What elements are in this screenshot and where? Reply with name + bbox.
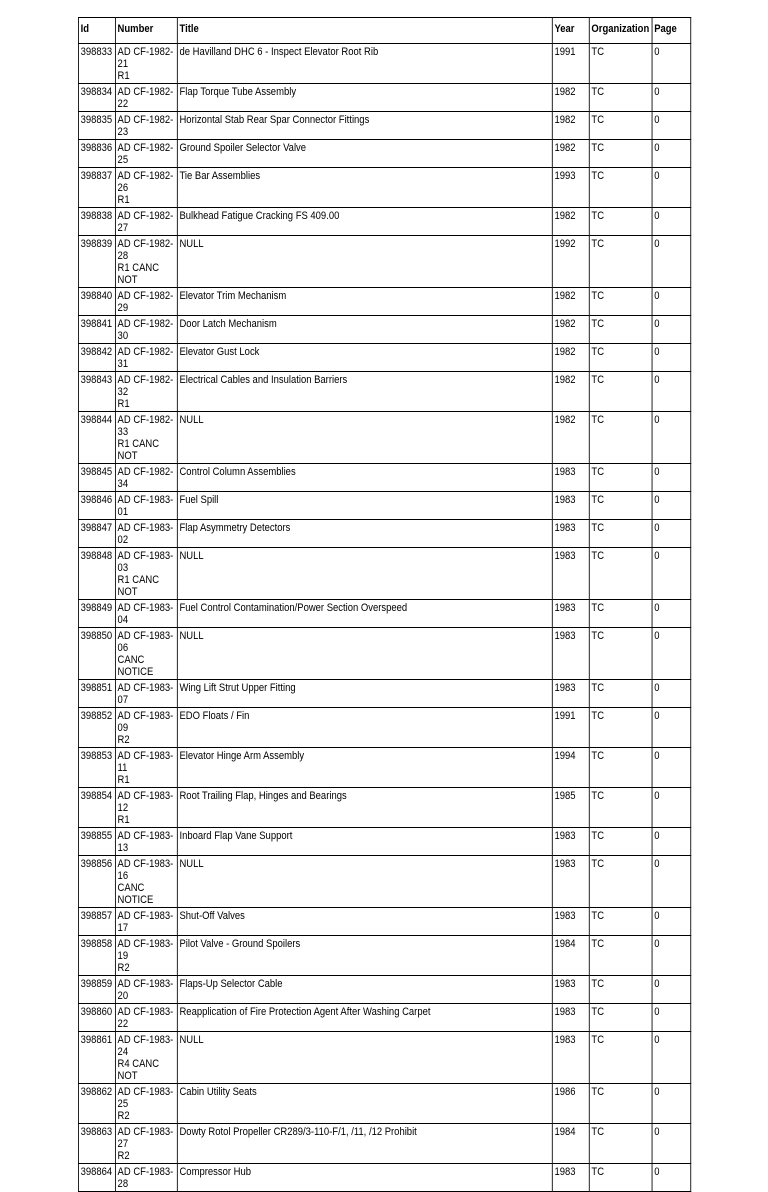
cell-number: AD CF-1982-27 — [115, 208, 177, 236]
cell-organization: TC — [589, 828, 652, 856]
cell-number: AD CF-1983-27 R2 — [115, 1124, 177, 1164]
cell-title: Inboard Flap Vane Support — [177, 828, 552, 856]
header-row — [78, 18, 690, 44]
table-row — [78, 112, 690, 140]
cell-year: 1983 — [552, 908, 589, 936]
table-row — [78, 548, 690, 600]
cell-id: 398833 — [78, 44, 115, 84]
cell-organization: TC — [589, 708, 652, 748]
cell-title: NULL — [177, 1032, 552, 1084]
cell-page: 0 — [652, 44, 691, 84]
cell-page: 0 — [652, 1032, 691, 1084]
cell-id: 398854 — [78, 788, 115, 828]
cell-id: 398850 — [78, 628, 115, 680]
cell-year: 1986 — [552, 1084, 589, 1124]
cell-year: 1991 — [552, 708, 589, 748]
cell-number: AD CF-1983-03 R1 CANC NOT — [115, 548, 177, 600]
cell-id: 398836 — [78, 140, 115, 168]
table-row — [78, 908, 690, 936]
cell-number: AD CF-1982-31 — [115, 344, 177, 372]
cell-organization: TC — [589, 936, 652, 976]
cell-number: AD CF-1983-20 — [115, 976, 177, 1004]
cell-year: 1982 — [552, 112, 589, 140]
table-row — [78, 936, 690, 976]
table-row — [78, 1004, 690, 1032]
cell-organization: TC — [589, 600, 652, 628]
cell-year: 1993 — [552, 168, 589, 208]
cell-title: Control Column Assemblies — [177, 464, 552, 492]
cell-year: 1984 — [552, 936, 589, 976]
cell-title: Flap Torque Tube Assembly — [177, 84, 552, 112]
cell-page: 0 — [652, 680, 691, 708]
cell-year: 1983 — [552, 680, 589, 708]
cell-page: 0 — [652, 492, 691, 520]
table-header — [78, 18, 690, 44]
cell-number: AD CF-1982-34 — [115, 464, 177, 492]
cell-number: AD CF-1982-25 — [115, 140, 177, 168]
cell-organization: TC — [589, 288, 652, 316]
table-row — [78, 520, 690, 548]
cell-id: 398852 — [78, 708, 115, 748]
table-row — [78, 140, 690, 168]
cell-title: NULL — [177, 548, 552, 600]
cell-title: NULL — [177, 236, 552, 288]
cell-title: Tie Bar Assemblies — [177, 168, 552, 208]
table-row — [78, 1032, 690, 1084]
cell-year: 1982 — [552, 140, 589, 168]
cell-number: AD CF-1983-25 R2 — [115, 1084, 177, 1124]
cell-year: 1983 — [552, 1004, 589, 1032]
cell-number: AD CF-1982-32 R1 — [115, 372, 177, 412]
table-row — [78, 208, 690, 236]
cell-id: 398858 — [78, 936, 115, 976]
cell-id: 398845 — [78, 464, 115, 492]
table-row — [78, 1124, 690, 1164]
cell-id: 398853 — [78, 748, 115, 788]
cell-organization: TC — [589, 492, 652, 520]
cell-organization: TC — [589, 520, 652, 548]
cell-page: 0 — [652, 1164, 691, 1192]
cell-page: 0 — [652, 1124, 691, 1164]
cell-organization: TC — [589, 856, 652, 908]
cell-page: 0 — [652, 708, 691, 748]
table-body — [78, 44, 690, 1192]
cell-number: AD CF-1983-16 CANC NOTICE — [115, 856, 177, 908]
column-header-page: Page — [652, 18, 691, 44]
table-row — [78, 168, 690, 208]
cell-organization: TC — [589, 372, 652, 412]
cell-id: 398842 — [78, 344, 115, 372]
cell-year: 1983 — [552, 520, 589, 548]
table-row — [78, 44, 690, 84]
cell-id: 398848 — [78, 548, 115, 600]
cell-number: AD CF-1983-13 — [115, 828, 177, 856]
cell-number: AD CF-1982-21 R1 — [115, 44, 177, 84]
cell-title: Flap Asymmetry Detectors — [177, 520, 552, 548]
cell-id: 398835 — [78, 112, 115, 140]
cell-page: 0 — [652, 372, 691, 412]
table-row — [78, 412, 690, 464]
cell-id: 398856 — [78, 856, 115, 908]
table-row — [78, 372, 690, 412]
cell-number: AD CF-1982-30 — [115, 316, 177, 344]
cell-title: de Havilland DHC 6 - Inspect Elevator Root Rib — [177, 44, 552, 84]
cell-organization: TC — [589, 788, 652, 828]
cell-id: 398839 — [78, 236, 115, 288]
cell-year: 1982 — [552, 344, 589, 372]
directives-table — [78, 17, 691, 1192]
table-row — [78, 1164, 690, 1192]
cell-title: Dowty Rotol Propeller CR289/3-110-F/1, /11, /12 Prohibit — [177, 1124, 552, 1164]
cell-id: 398860 — [78, 1004, 115, 1032]
cell-page: 0 — [652, 936, 691, 976]
cell-id: 398849 — [78, 600, 115, 628]
cell-year: 1982 — [552, 372, 589, 412]
cell-page: 0 — [652, 788, 691, 828]
cell-organization: TC — [589, 44, 652, 84]
cell-organization: TC — [589, 412, 652, 464]
cell-organization: TC — [589, 908, 652, 936]
cell-organization: TC — [589, 84, 652, 112]
cell-year: 1983 — [552, 856, 589, 908]
table-row — [78, 316, 690, 344]
cell-number: AD CF-1982-23 — [115, 112, 177, 140]
cell-title: Compressor Hub — [177, 1164, 552, 1192]
cell-id: 398841 — [78, 316, 115, 344]
column-header-id: Id — [78, 18, 115, 44]
cell-page: 0 — [652, 464, 691, 492]
cell-year: 1984 — [552, 1124, 589, 1164]
table-row — [78, 464, 690, 492]
cell-number: AD CF-1982-33 R1 CANC NOT — [115, 412, 177, 464]
cell-id: 398851 — [78, 680, 115, 708]
cell-title: Cabin Utility Seats — [177, 1084, 552, 1124]
cell-title: Horizontal Stab Rear Spar Connector Fittings — [177, 112, 552, 140]
table-row — [78, 680, 690, 708]
cell-number: AD CF-1982-28 R1 CANC NOT — [115, 236, 177, 288]
cell-organization: TC — [589, 344, 652, 372]
cell-page: 0 — [652, 600, 691, 628]
cell-organization: TC — [589, 236, 652, 288]
cell-year: 1983 — [552, 464, 589, 492]
cell-id: 398844 — [78, 412, 115, 464]
cell-title: Pilot Valve - Ground Spoilers — [177, 936, 552, 976]
cell-title: Elevator Trim Mechanism — [177, 288, 552, 316]
cell-organization: TC — [589, 140, 652, 168]
cell-page: 0 — [652, 908, 691, 936]
cell-page: 0 — [652, 1004, 691, 1032]
cell-number: AD CF-1983-28 — [115, 1164, 177, 1192]
cell-number: AD CF-1983-04 — [115, 600, 177, 628]
cell-title: Door Latch Mechanism — [177, 316, 552, 344]
cell-page: 0 — [652, 828, 691, 856]
cell-title: Root Trailing Flap, Hinges and Bearings — [177, 788, 552, 828]
column-header-title: Title — [177, 18, 552, 44]
cell-number: AD CF-1983-24 R4 CANC NOT — [115, 1032, 177, 1084]
cell-title: NULL — [177, 412, 552, 464]
cell-id: 398862 — [78, 1084, 115, 1124]
cell-year: 1983 — [552, 1164, 589, 1192]
cell-year: 1983 — [552, 628, 589, 680]
cell-page: 0 — [652, 236, 691, 288]
cell-title: Elevator Hinge Arm Assembly — [177, 748, 552, 788]
cell-number: AD CF-1983-01 — [115, 492, 177, 520]
column-header-year: Year — [552, 18, 589, 44]
cell-id: 398859 — [78, 976, 115, 1004]
cell-year: 1982 — [552, 288, 589, 316]
cell-year: 1992 — [552, 236, 589, 288]
cell-number: AD CF-1982-29 — [115, 288, 177, 316]
cell-page: 0 — [652, 112, 691, 140]
cell-page: 0 — [652, 344, 691, 372]
cell-title: Bulkhead Fatigue Cracking FS 409.00 — [177, 208, 552, 236]
cell-organization: TC — [589, 680, 652, 708]
table-row — [78, 708, 690, 748]
cell-year: 1991 — [552, 44, 589, 84]
cell-organization: TC — [589, 208, 652, 236]
table-row — [78, 84, 690, 112]
cell-title: Fuel Spill — [177, 492, 552, 520]
cell-organization: TC — [589, 748, 652, 788]
table-row — [78, 856, 690, 908]
cell-page: 0 — [652, 976, 691, 1004]
cell-page: 0 — [652, 856, 691, 908]
column-header-organization: Organization — [589, 18, 652, 44]
cell-year: 1982 — [552, 84, 589, 112]
cell-page: 0 — [652, 288, 691, 316]
table-row — [78, 344, 690, 372]
table-row — [78, 492, 690, 520]
cell-year: 1983 — [552, 600, 589, 628]
table-row — [78, 748, 690, 788]
cell-title: Elevator Gust Lock — [177, 344, 552, 372]
cell-title: Electrical Cables and Insulation Barriers — [177, 372, 552, 412]
table-row — [78, 788, 690, 828]
cell-number: AD CF-1983-19 R2 — [115, 936, 177, 976]
cell-number: AD CF-1982-26 R1 — [115, 168, 177, 208]
cell-page: 0 — [652, 412, 691, 464]
cell-number: AD CF-1983-06 CANC NOTICE — [115, 628, 177, 680]
cell-organization: TC — [589, 112, 652, 140]
table-row — [78, 600, 690, 628]
cell-number: AD CF-1983-09 R2 — [115, 708, 177, 748]
cell-id: 398843 — [78, 372, 115, 412]
cell-page: 0 — [652, 168, 691, 208]
cell-organization: TC — [589, 1124, 652, 1164]
cell-year: 1983 — [552, 828, 589, 856]
cell-organization: TC — [589, 316, 652, 344]
column-header-number: Number — [115, 18, 177, 44]
cell-id: 398846 — [78, 492, 115, 520]
table-row — [78, 828, 690, 856]
cell-number: AD CF-1983-17 — [115, 908, 177, 936]
table-row — [78, 288, 690, 316]
cell-title: Flaps-Up Selector Cable — [177, 976, 552, 1004]
cell-title: Fuel Control Contamination/Power Section Overspeed — [177, 600, 552, 628]
cell-title: Wing Lift Strut Upper Fitting — [177, 680, 552, 708]
cell-organization: TC — [589, 628, 652, 680]
cell-year: 1983 — [552, 492, 589, 520]
cell-id: 398840 — [78, 288, 115, 316]
cell-year: 1983 — [552, 548, 589, 600]
cell-page: 0 — [652, 628, 691, 680]
cell-page: 0 — [652, 548, 691, 600]
cell-organization: TC — [589, 1004, 652, 1032]
cell-title: Shut-Off Valves — [177, 908, 552, 936]
cell-year: 1994 — [552, 748, 589, 788]
cell-id: 398863 — [78, 1124, 115, 1164]
cell-id: 398864 — [78, 1164, 115, 1192]
cell-page: 0 — [652, 140, 691, 168]
cell-organization: TC — [589, 464, 652, 492]
cell-page: 0 — [652, 316, 691, 344]
cell-organization: TC — [589, 1084, 652, 1124]
cell-year: 1985 — [552, 788, 589, 828]
cell-id: 398847 — [78, 520, 115, 548]
cell-year: 1982 — [552, 208, 589, 236]
cell-organization: TC — [589, 548, 652, 600]
table-row — [78, 976, 690, 1004]
table-row — [78, 1084, 690, 1124]
cell-id: 398834 — [78, 84, 115, 112]
cell-page: 0 — [652, 84, 691, 112]
cell-title: NULL — [177, 856, 552, 908]
cell-number: AD CF-1983-12 R1 — [115, 788, 177, 828]
cell-number: AD CF-1982-22 — [115, 84, 177, 112]
table-row — [78, 236, 690, 288]
cell-id: 398857 — [78, 908, 115, 936]
cell-page: 0 — [652, 208, 691, 236]
cell-id: 398837 — [78, 168, 115, 208]
cell-title: Reapplication of Fire Protection Agent After Washing Carpet — [177, 1004, 552, 1032]
cell-id: 398861 — [78, 1032, 115, 1084]
cell-number: AD CF-1983-02 — [115, 520, 177, 548]
cell-number: AD CF-1983-22 — [115, 1004, 177, 1032]
cell-year: 1983 — [552, 976, 589, 1004]
cell-title: NULL — [177, 628, 552, 680]
cell-page: 0 — [652, 1084, 691, 1124]
cell-organization: TC — [589, 168, 652, 208]
cell-title: EDO Floats / Fin — [177, 708, 552, 748]
cell-organization: TC — [589, 976, 652, 1004]
cell-page: 0 — [652, 748, 691, 788]
cell-organization: TC — [589, 1032, 652, 1084]
cell-year: 1983 — [552, 1032, 589, 1084]
cell-page: 0 — [652, 520, 691, 548]
cell-year: 1982 — [552, 412, 589, 464]
cell-id: 398855 — [78, 828, 115, 856]
cell-number: AD CF-1983-07 — [115, 680, 177, 708]
cell-title: Ground Spoiler Selector Valve — [177, 140, 552, 168]
cell-number: AD CF-1983-11 R1 — [115, 748, 177, 788]
cell-year: 1982 — [552, 316, 589, 344]
cell-organization: TC — [589, 1164, 652, 1192]
table-row — [78, 628, 690, 680]
cell-id: 398838 — [78, 208, 115, 236]
